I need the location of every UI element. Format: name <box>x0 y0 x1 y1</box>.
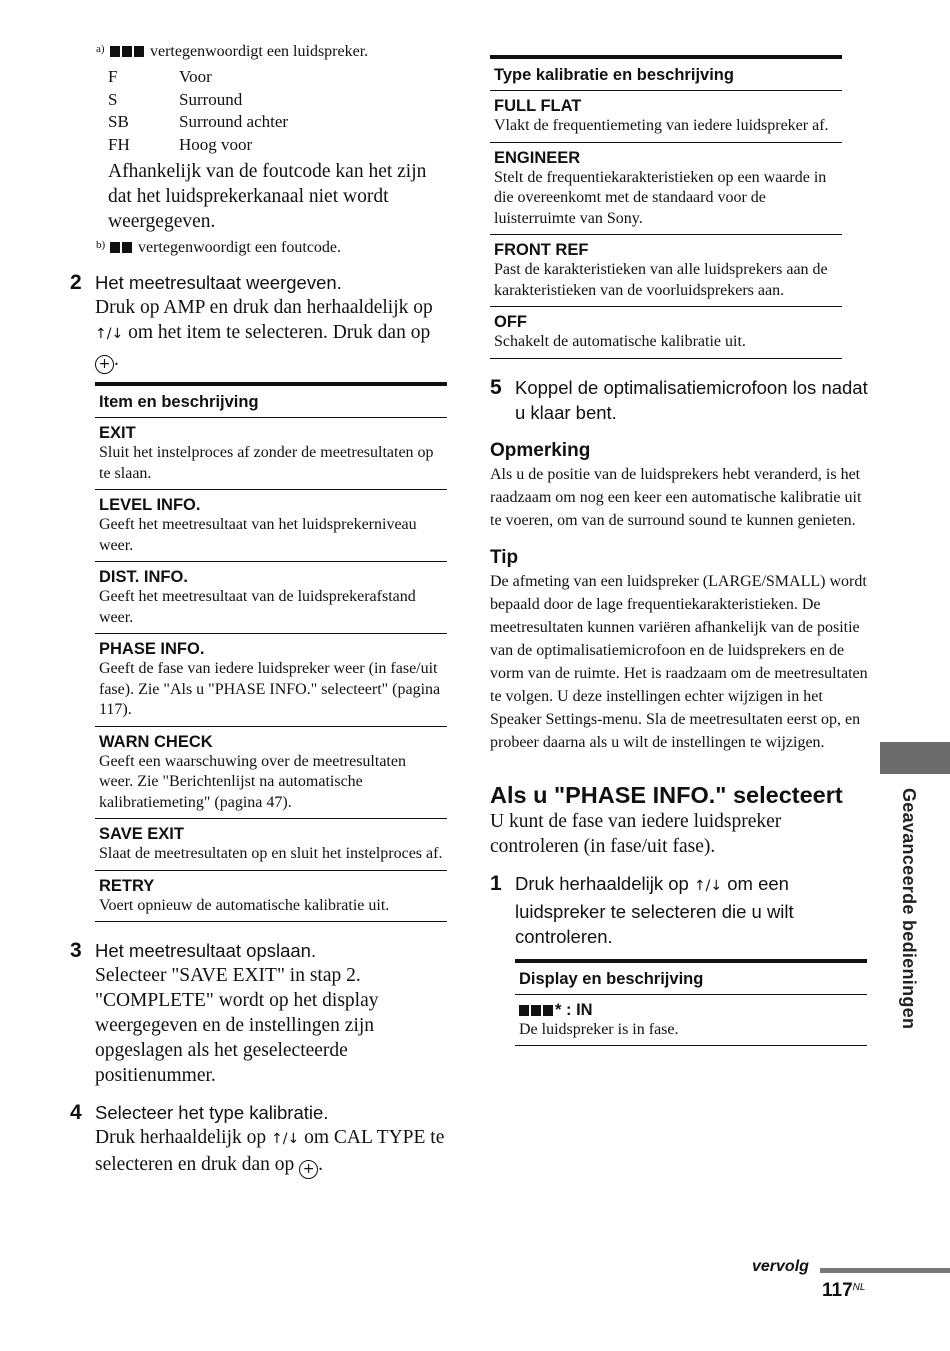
step-number: 1 <box>490 871 502 895</box>
continued-label: vervolg <box>752 1258 809 1275</box>
display-table <box>515 959 867 1047</box>
step-body: Selecteer "SAVE EXIT" in stap 2. "COMPLETE" wordt op het display weergegeven en de instellingen zijn opgeslagen als het geselecteerde positienummer. <box>95 965 379 1087</box>
footnote-note: Afhankelijk van de foutcode kan het zijn dat het luidsprekerkanaal niet wordt weergegeven. <box>108 161 427 233</box>
table-header: Type kalibratie en beschrijving <box>490 59 842 91</box>
table-row: FULL FLAT Vlakt de frequentiemeting van iedere luidspreker af. <box>490 91 842 143</box>
code-list <box>70 66 448 156</box>
opmerking-text: Als u de positie van de luidsprekers hebt veranderd, is het raadzaam om nog een keer een automatische kalibratie uit te voeren, om van de surround sound te kunnen genieten. <box>490 465 862 529</box>
tip-text: De afmeting van een luidspreker (LARGE/SMALL) wordt bepaald door de lage frequentiekarakteristieken. De meetresultaten kunnen variëren afhankelijk van de positie van de optimalisatiemicrofoon en de luidsprekers en de vorm van de ruimte. Het is raadzaam om de meetresultaten te volgen. U deze instellingen echter wijzigen in het Speaker Settings-menu. Sla de meetresultaten eerst op, en probeer daarna als u wilt de instellingen te wijzigen. <box>490 572 868 751</box>
up-down-arrows-icon: ↑/↓ <box>693 877 723 894</box>
tip-title: Tip <box>490 546 519 568</box>
code-row: F Voor <box>108 67 212 86</box>
section-title: Als u "PHASE INFO." selecteert <box>490 781 843 808</box>
table-row: LEVEL INFO. Geeft het meetresultaat van het luidsprekerniveau weer. <box>95 490 447 562</box>
code-row: S Surround <box>108 89 243 109</box>
step-heading: Druk herhaaldelijk op ↑/↓ om een luidspreker te selecteren die u wilt controleren. <box>515 872 794 947</box>
step-number: 5 <box>490 375 502 399</box>
table-row: RETRY Voert opnieuw de automatische kalibratie uit. <box>95 871 447 923</box>
code-row: SB Surround achter <box>108 112 289 132</box>
table-row: OFF Schakelt de automatische kalibratie uit. <box>490 307 842 359</box>
step-body: Druk herhaaldelijk op ↑/↓ om CAL TYPE te selecteren en druk dan op + . <box>95 1127 445 1178</box>
continued-bar <box>820 1268 950 1273</box>
section-intro: U kunt de fase van iedere luidspreker controleren (in fase/uit fase). <box>490 810 782 857</box>
error-squares-icon <box>110 239 134 256</box>
item-table <box>95 382 447 922</box>
table-row: FRONT REF Past de karakteristieken van alle luidsprekers aan de karakteristieken van de voorluidsprekers aan. <box>490 235 842 307</box>
table-row: PHASE INFO. Geeft de fase van iedere luidspreker weer (in fase/uit fase). Zie "Als u "PHASE INFO." selecteert" (pagina 117). <box>95 634 447 727</box>
step-2 <box>70 270 448 922</box>
right-column <box>490 55 870 1046</box>
table-header: Display en beschrijving <box>515 963 867 995</box>
table-row: DIST. INFO. Geeft het meetresultaat van de luidsprekerafstand weer. <box>95 562 447 634</box>
footnote-b <box>70 238 448 258</box>
footnote-a-mark: a) <box>96 43 105 55</box>
opmerking-title: Opmerking <box>490 439 591 461</box>
step-heading: Het meetresultaat weergeven. <box>95 272 342 294</box>
page-suffix: NL <box>852 1282 866 1293</box>
speaker-squares-icon <box>110 43 146 60</box>
calibration-type-table <box>490 55 842 359</box>
step-body: Druk op AMP en druk dan herhaaldelijk op ↑/↓ om het item te selecteren. Druk dan op + . <box>95 297 433 373</box>
footnote-b-text: vertegenwoordigt een foutcode. <box>138 239 342 257</box>
table-row: WARN CHECK Geeft een waarschuwing over de meetresultaten weer. Zie "Berichtenlijst na automatische kalibratiemeting" (pagina 47). <box>95 727 447 820</box>
speaker-squares-icon <box>519 1001 555 1019</box>
up-down-arrows-icon: ↑/↓ <box>271 1131 300 1148</box>
step-heading: Selecteer het type kalibratie. <box>95 1102 329 1124</box>
page-number: $117^{NL}$ <box>822 1280 866 1301</box>
step-3 <box>70 938 448 1088</box>
table-row: SAVE EXIT Slaat de meetresultaten op en sluit het instelproces af. <box>95 819 447 871</box>
table-header: Item en beschrijving <box>95 386 447 418</box>
step-number: 2 <box>70 271 82 295</box>
enter-button-icon: + <box>95 355 114 374</box>
section-tab-marker <box>880 742 950 774</box>
up-down-arrows-icon: ↑/↓ <box>95 326 124 343</box>
table-row: EXIT Sluit het instelproces af zonder de meetresultaten op te slaan. <box>95 418 447 490</box>
code-row: FH Hoog voor <box>108 134 253 154</box>
left-column <box>70 42 448 1179</box>
side-section-label: Geavanceerde bedieningen <box>899 788 919 1030</box>
step-4 <box>70 1100 448 1179</box>
step-heading: Het meetresultaat opslaan. <box>95 940 317 962</box>
step-heading: Koppel de optimalisatiemicrofoon los nadat u klaar bent. <box>515 376 868 423</box>
step-number: 4 <box>70 1101 82 1125</box>
phase-step-1 <box>490 871 870 1047</box>
table-row: ENGINEER Stelt de frequentiekarakteristieken op een waarde in die overeenkomt met de standaard voor de luisterruimte van Sony. <box>490 143 842 236</box>
footnote-a <box>70 42 448 62</box>
footnote-a-text: vertegenwoordigt een luidspreker. <box>150 43 369 60</box>
step-number: 3 <box>70 939 82 963</box>
step-5 <box>490 375 870 425</box>
table-row: * : IN De luidspreker is in fase. <box>515 995 867 1047</box>
enter-button-icon: + <box>299 1160 318 1179</box>
footnote-b-mark: b) <box>96 239 106 252</box>
